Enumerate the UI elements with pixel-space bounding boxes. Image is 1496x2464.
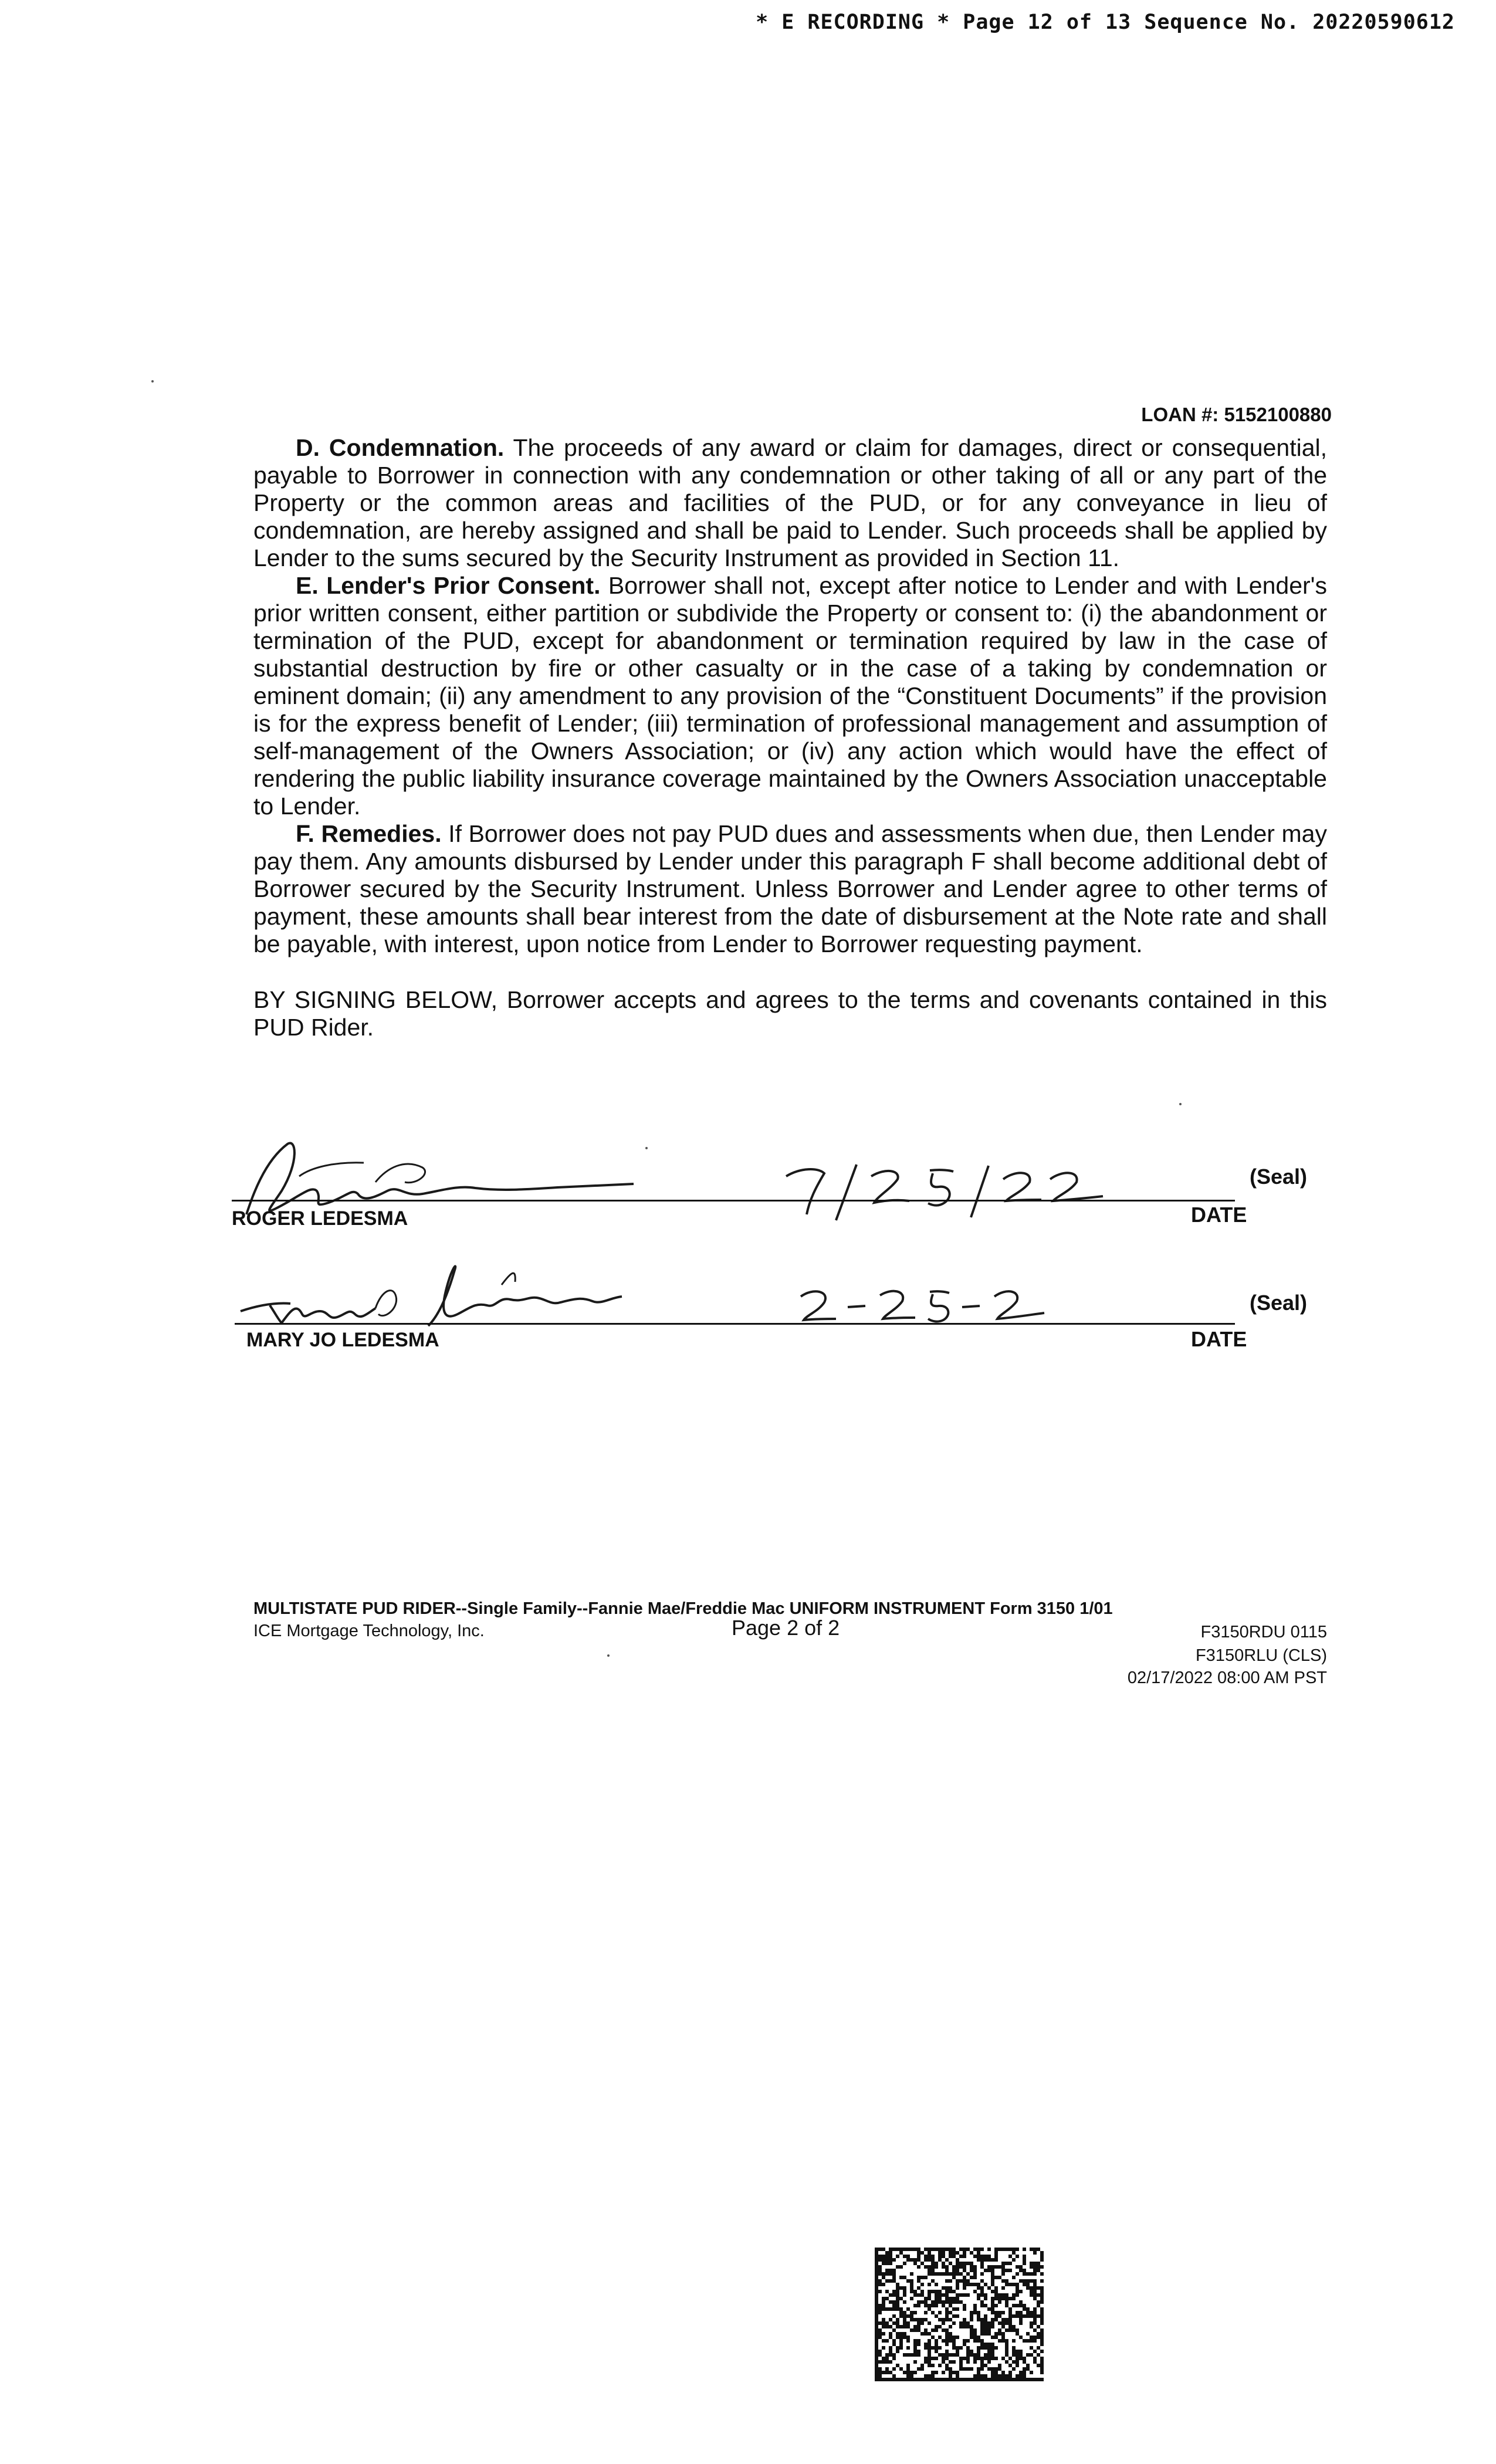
section-e-heading: E. Lender's Prior Consent. xyxy=(296,572,601,599)
recording-header: * E RECORDING * Page 12 of 13 Sequence No. 20220590612 xyxy=(756,11,1455,34)
footer-form-title: MULTISTATE PUD RIDER--Single Family--Fannie Mae/Freddie Mac UNIFORM INSTRUMENT Form 3150 1/01 xyxy=(253,1599,1113,1618)
handwritten-date-1-wrapper xyxy=(774,1153,1126,1223)
scan-speck xyxy=(151,380,154,383)
section-e xyxy=(253,572,1327,820)
barcode-pattern xyxy=(874,2247,1044,2382)
footer-form-code-1: F3150RDU 0115 xyxy=(1200,1623,1327,1641)
footer-timestamp: 02/17/2022 08:00 AM PST xyxy=(1127,1668,1327,1687)
date-label-2: DATE xyxy=(1191,1327,1247,1351)
section-d-text: The proceeds of any award or claim for damages, direct or consequential, payable to Borrower in connection with any condemnation or other taking of all or any part of the Property or the common areas and facilities of the PUD, or for any conveyance in lieu of condemnation, are hereby assigned and shall be paid to Lender. Such proceeds shall be applied by Lender to the sums secured by the Security Instrument as provided in Section 11. xyxy=(253,434,1327,571)
loan-number: LOAN #: 5152100880 xyxy=(1141,404,1332,425)
footer-form-code-2: F3150RLU (CLS) xyxy=(1195,1646,1327,1665)
section-e-text: Borrower shall not, except after notice to Lender and with Lender's prior written consent, either partition or subdivide the Property or consent to: (i) the abandonment or termination of the PUD, except for abandonment or termination required by law in the case of substantial destruction by fire or other casualty or in the case of a taking by condemnation or eminent domain; (ii) any amendment to any provision of the “Constituent Documents” if the provision is for the express benefit of Lender; (iii) termination of professional management and assumption of self-management of the Owners Association; or (iv) any action which would have the effect of rendering the public liability insurance coverage maintained by the Owners Association unacceptable to Lender. xyxy=(253,572,1328,820)
signature-line-2 xyxy=(235,1323,1235,1325)
signer-name-1: ROGER LEDESMA xyxy=(232,1207,408,1230)
section-f xyxy=(253,820,1327,958)
section-d xyxy=(253,434,1327,572)
seal-label-1: (Seal) xyxy=(1250,1165,1308,1189)
handwritten-date-1-mark xyxy=(774,1153,1126,1223)
signature-line-1 xyxy=(232,1200,1235,1201)
footer xyxy=(253,1597,1327,1691)
scan-speck xyxy=(1179,1103,1182,1105)
barcode-2d xyxy=(874,2247,1044,2382)
signing-statement: BY SIGNING BELOW, Borrower accepts and agrees to the terms and covenants contained in this PUD Rider. xyxy=(253,986,1327,1041)
signer-name-2: MARY JO LEDESMA xyxy=(246,1329,439,1351)
section-f-text: If Borrower does not pay PUD dues and assessments when due, then Lender may pay them. Any amounts disbursed by Lender under this paragraph F shall become additional debt of Borrower secured by the Security Instrument. Unless Borrower and Lender agree to other terms of payment, these amounts shall bear interest from the date of disbursement at the Note rate and shall be payable, with interest, upon notice from Lender to Borrower requesting payment. xyxy=(253,820,1327,957)
seal-label-2: (Seal) xyxy=(1250,1291,1308,1315)
date-label-1: DATE xyxy=(1191,1203,1247,1227)
footer-page-number: Page 2 of 2 xyxy=(732,1616,840,1640)
footer-company: ICE Mortgage Technology, Inc. xyxy=(253,1622,485,1640)
section-f-heading: F. Remedies. xyxy=(296,820,442,847)
section-d-heading: D. Condemnation. xyxy=(296,434,505,461)
rider-body xyxy=(253,434,1327,1041)
